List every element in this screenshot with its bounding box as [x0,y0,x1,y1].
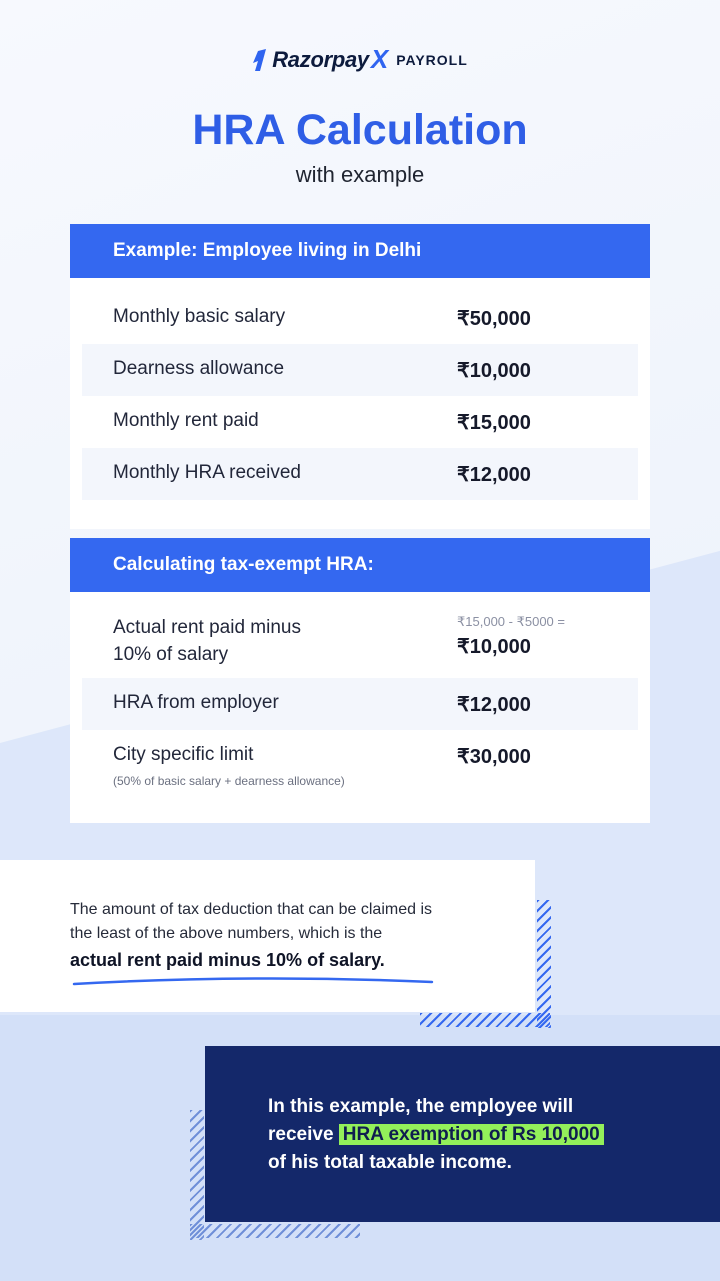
calc-rows [70,592,650,810]
example-card [70,224,650,529]
row-label: Monthly rent paid [113,410,259,431]
example-card-header: Example: Employee living in Delhi [70,224,650,278]
row-label: Monthly HRA received [113,462,301,483]
result-line: of his total taxable income. [268,1152,512,1173]
row-label: Monthly basic salary [113,306,286,327]
table-row [82,678,638,730]
calc-card-header: Calculating tax-exempt HRA: [70,538,650,592]
result-highlight: HRA exemption of Rs 10,000 [339,1124,604,1145]
table-row [82,396,638,448]
result-text [268,1093,688,1177]
calc-card [70,538,650,823]
note-emphasis: actual rent paid minus 10% of salary. [70,950,385,970]
page-title: HRA Calculation [192,106,528,154]
brand-name: Razorpay [272,46,369,72]
row-value: ₹12,000 [457,694,531,716]
brand-logo [0,44,720,75]
row-label [113,614,301,668]
row-label: City specific limit [113,744,254,765]
row-value: ₹10,000 [457,636,531,658]
row-value: ₹10,000 [457,360,531,382]
note-text [70,898,500,972]
result-box [205,1046,720,1222]
table-row [82,602,638,678]
row-label-line1: Actual rent paid minus [113,617,301,638]
row-value: ₹12,000 [457,464,531,486]
brand-x-mark: X [370,44,389,74]
note-line: The amount of tax deduction that can be claimed is [70,901,432,918]
row-label-line2: 10% of salary [113,644,229,665]
example-rows [70,278,650,500]
row-label: Dearness allowance [113,358,285,379]
table-row [82,448,638,500]
result-line: In this example, the employee will [268,1096,574,1117]
decorative-stripes [537,900,551,1028]
row-label: HRA from employer [113,692,279,713]
table-row [82,730,638,810]
brand-product: PAYROLL [396,51,468,68]
table-row [82,292,638,344]
row-formula: ₹15,000 - ₹5000 = [457,614,565,629]
decorative-stripes [190,1224,360,1238]
decorative-stripes [420,1013,550,1027]
row-value: ₹30,000 [457,746,531,768]
conclusion-note [0,860,535,1012]
page-subtitle: with example [295,162,425,187]
table-row [82,344,638,396]
razorpay-logo-icon [252,49,266,71]
row-value: ₹15,000 [457,412,531,434]
row-value: ₹50,000 [457,308,531,330]
row-note: (50% of basic salary + dearness allowance) [113,774,345,788]
underline-swoosh [72,974,434,988]
result-line: receive [268,1124,334,1145]
note-line: the least of the above numbers, which is the [70,925,383,942]
decorative-stripes [190,1110,204,1240]
